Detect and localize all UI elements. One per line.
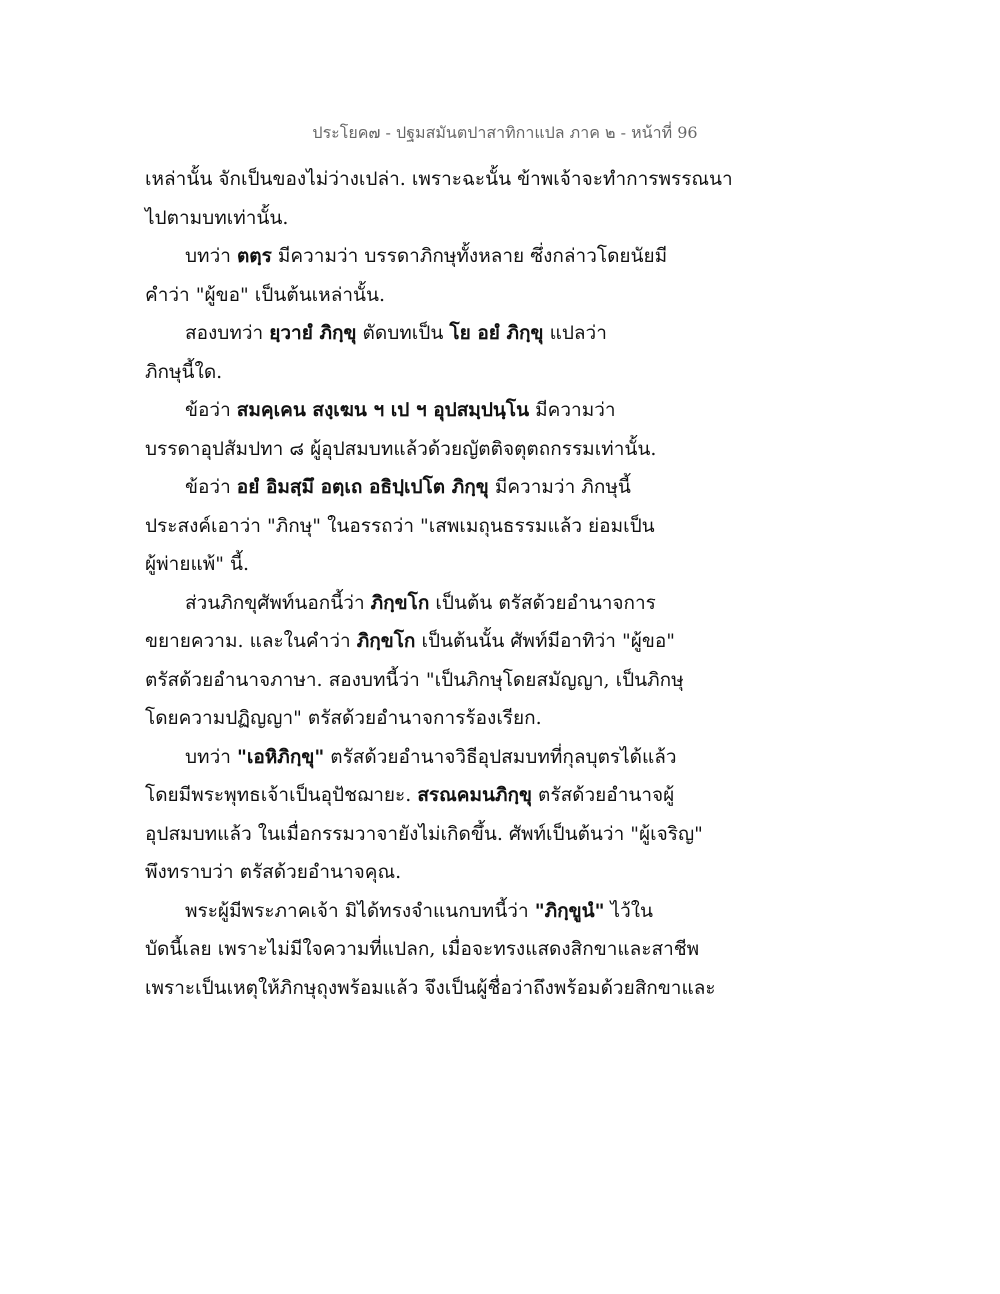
pali-term: ตตฺร — [236, 245, 272, 267]
text-segment: มีความว่า — [529, 399, 616, 421]
text-segment: ข้อว่า — [185, 399, 237, 421]
text-segment: มีความว่า ภิกษุนี้ — [488, 476, 631, 498]
text-segment: บรรดาอุปสัมปทา ๘ ผู้อุปสมบทแล้วด้วยญัตติจตุตถกรรมเท่านั้น. — [145, 437, 657, 460]
text-segment: บทว่า — [185, 745, 237, 768]
text-segment: ตรัสด้วยอำนาจภาษา. สองบทนี้ว่า "เป็นภิกษุโดยสมัญญา, เป็นภิกษุ — [145, 668, 684, 691]
page-header: ประโยค๗ - ปฐมสมันตปาสาทิกาแปล ภาค ๒ - หน้าที่ 96 — [312, 123, 698, 142]
text-line — [145, 584, 745, 623]
pali-term: อยํ อิมสฺมึ อตฺเถ อธิปฺเปโต ภิกฺขุ — [236, 476, 489, 498]
text-segment: อุปสมบทแล้ว ในเมื่อกรรมวาจายังไม่เกิดขึ้น. ศัพท์เป็นต้นว่า "ผู้เจริญ" — [145, 822, 703, 845]
text-segment: โดยความปฏิญญา" ตรัสด้วยอำนาจการร้องเรียก. — [145, 707, 542, 729]
text-line — [145, 276, 745, 315]
text-line — [145, 815, 745, 854]
text-segment: ตัดบทเป็น — [356, 322, 450, 344]
text-segment: ภิกษุนี้ใด. — [145, 360, 223, 383]
text-line — [145, 314, 745, 353]
text-line — [145, 699, 745, 738]
text-segment: บทว่า — [185, 245, 237, 267]
text-line — [145, 738, 745, 777]
text-segment: สองบทว่า — [185, 322, 270, 344]
body-text — [145, 160, 745, 1007]
text-segment: ข้อว่า — [185, 476, 237, 498]
text-segment: ขยายความ. และในคำว่า — [145, 630, 357, 652]
text-line — [145, 199, 745, 238]
text-segment: ไว้ใน — [604, 899, 654, 922]
pali-term: ภิกฺขโก — [356, 630, 416, 652]
pali-term: โย อยํ ภิกฺขุ — [449, 322, 544, 344]
text-segment: ไปตามบทเท่านั้น. — [145, 206, 289, 229]
text-segment: ตรัสด้วยอำนาจผู้ — [531, 784, 675, 806]
text-line — [145, 545, 745, 584]
text-segment: ประสงค์เอาว่า "ภิกษุ" ในอรรถว่า "เสพเมถุนธรรมแล้ว ย่อมเป็น — [145, 514, 655, 537]
text-line — [145, 776, 745, 815]
text-line — [145, 507, 745, 546]
text-line — [145, 237, 745, 276]
text-segment: เป็นต้นนั้น ศัพท์มีอาทิว่า "ผู้ขอ" — [415, 630, 675, 652]
text-line — [145, 430, 745, 469]
text-segment: ส่วนภิกขุศัพท์นอกนี้ว่า — [185, 591, 371, 614]
text-line — [145, 969, 745, 1008]
text-line — [145, 853, 745, 892]
text-segment: โดยมีพระพุทธเจ้าเป็นอุปัชฌายะ. — [145, 784, 418, 806]
text-segment: คำว่า "ผู้ขอ" เป็นต้นเหล่านั้น. — [145, 283, 386, 306]
text-line — [145, 892, 745, 931]
text-line — [145, 353, 745, 392]
pali-term: ภิกฺขโก — [370, 591, 430, 614]
pali-term: สรณคมนภิกฺขุ — [417, 784, 532, 806]
text-segment: แปลว่า — [543, 322, 607, 344]
text-line — [145, 661, 745, 700]
text-segment: ตรัสด้วยอำนาจวิธีอุปสมบทที่กุลบุตรได้แล้ว — [324, 745, 677, 768]
text-segment: พึงทราบว่า ตรัสด้วยอำนาจคุณ. — [145, 861, 402, 883]
text-segment: มีความว่า บรรดาภิกษุทั้งหลาย ซึ่งกล่าวโดยนัยมี — [271, 245, 668, 267]
text-segment: ผู้พ่ายแพ้" นี้. — [145, 553, 250, 575]
text-line — [145, 160, 745, 199]
text-segment: เป็นต้น ตรัสด้วยอำนาจการ — [429, 591, 656, 614]
text-segment: เหล่านั้น จักเป็นของไม่ว่างเปล่า. เพราะฉะนั้น ข้าพเจ้าจะทำการพรรณนา — [145, 168, 733, 190]
text-line — [145, 622, 745, 661]
text-segment: เพราะเป็นเหตุให้ภิกษุถุงพร้อมแล้ว จึงเป็นผู้ชื่อว่าถึงพร้อมด้วยสิกขาและ — [145, 976, 716, 999]
text-line — [145, 468, 745, 507]
text-segment: พระผู้มีพระภาคเจ้า มิได้ทรงจำแนกบทนี้ว่า — [185, 899, 535, 922]
pali-term: "ภิกฺขูนํ" — [534, 899, 605, 922]
text-line — [145, 930, 745, 969]
text-segment: บัดนี้เลย เพราะไม่มีใจความที่แปลก, เมื่อจะทรงแสดงสิกขาและสาชีพ — [145, 938, 700, 960]
pali-term: สมคฺเคน สงฺเฆน ฯ เป ฯ อุปสมฺปนฺโน — [236, 399, 530, 421]
pali-term: ยฺวายํ ภิกฺขุ — [269, 322, 357, 344]
pali-term: "เอหิภิกฺขุ" — [236, 745, 325, 768]
text-line — [145, 391, 745, 430]
